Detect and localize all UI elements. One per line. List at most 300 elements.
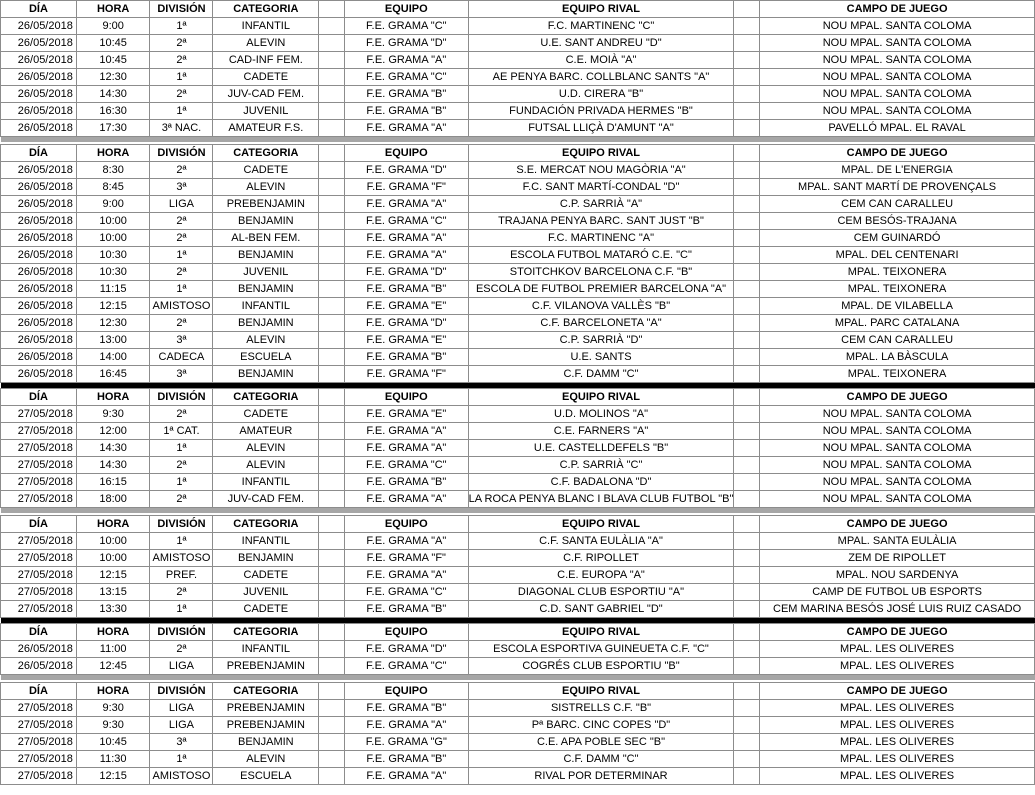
blank-a-cell xyxy=(319,264,345,281)
team-cell: F.E. GRAMA "C" xyxy=(344,69,468,86)
blank-b-cell xyxy=(734,69,760,86)
venue-cell: CEM GUINARDÓ xyxy=(760,230,1035,247)
date-cell: 27/05/2018 xyxy=(1,550,77,567)
rival-cell: C.F. SANTA EULÀLIA "A" xyxy=(468,533,734,550)
team-cell: F.E. GRAMA "D" xyxy=(344,315,468,332)
time-cell: 8:30 xyxy=(76,162,150,179)
venue-cell: MPAL. LES OLIVERES xyxy=(760,658,1035,675)
time-cell: 12:00 xyxy=(76,423,150,440)
blank-b-cell xyxy=(734,491,760,508)
venue-cell: MPAL. TEIXONERA xyxy=(760,366,1035,383)
header-equipo-rival: EQUIPO RIVAL xyxy=(468,516,734,533)
team-cell: F.E. GRAMA "A" xyxy=(344,196,468,213)
rival-cell: STOITCHKOV BARCELONA C.F. "B" xyxy=(468,264,734,281)
blank-b-cell xyxy=(734,103,760,120)
team-cell: F.E. GRAMA "E" xyxy=(344,298,468,315)
date-cell: 27/05/2018 xyxy=(1,406,77,423)
category-cell: CAD-INF FEM. xyxy=(213,52,319,69)
date-cell: 27/05/2018 xyxy=(1,474,77,491)
table-row xyxy=(1,601,1035,618)
header-categoria: CATEGORIA xyxy=(213,145,319,162)
division-cell: LIGA xyxy=(150,717,213,734)
table-row xyxy=(1,474,1035,491)
blank-b-cell xyxy=(734,349,760,366)
category-cell: CADETE xyxy=(213,567,319,584)
rival-cell: U.D. CIRERA "B" xyxy=(468,86,734,103)
team-cell: F.E. GRAMA "G" xyxy=(344,734,468,751)
team-cell: F.E. GRAMA "A" xyxy=(344,247,468,264)
blank-a-cell xyxy=(319,550,345,567)
time-cell: 16:30 xyxy=(76,103,150,120)
table-row xyxy=(1,213,1035,230)
header-blank-b xyxy=(734,683,760,700)
table-row xyxy=(1,69,1035,86)
venue-cell: ZEM DE RIPOLLET xyxy=(760,550,1035,567)
blank-b-cell xyxy=(734,474,760,491)
header-categoria: CATEGORIA xyxy=(213,389,319,406)
rival-cell: C.P. SARRIÀ "A" xyxy=(468,196,734,213)
header-row xyxy=(1,389,1035,406)
date-cell: 26/05/2018 xyxy=(1,247,77,264)
date-cell: 26/05/2018 xyxy=(1,315,77,332)
table-row xyxy=(1,230,1035,247)
table-row xyxy=(1,751,1035,768)
venue-cell: CAMP DE FUTBOL UB ESPORTS xyxy=(760,584,1035,601)
time-cell: 11:00 xyxy=(76,641,150,658)
header-equipo-rival: EQUIPO RIVAL xyxy=(468,624,734,641)
date-cell: 27/05/2018 xyxy=(1,601,77,618)
venue-cell: CEM MARINA BESÓS JOSÉ LUIS RUIZ CASADO xyxy=(760,601,1035,618)
blank-b-cell xyxy=(734,550,760,567)
division-cell: 2ª xyxy=(150,52,213,69)
blank-b-cell xyxy=(734,247,760,264)
venue-cell: NOU MPAL. SANTA COLOMA xyxy=(760,35,1035,52)
header-campo-de-juego: CAMPO DE JUEGO xyxy=(760,1,1035,18)
date-cell: 26/05/2018 xyxy=(1,52,77,69)
venue-cell: NOU MPAL. SANTA COLOMA xyxy=(760,52,1035,69)
date-cell: 26/05/2018 xyxy=(1,332,77,349)
table-row xyxy=(1,768,1035,785)
venue-cell: MPAL. TEIXONERA xyxy=(760,264,1035,281)
venue-cell: MPAL. NOU SARDENYA xyxy=(760,567,1035,584)
header-division: DIVISIÓN xyxy=(150,516,213,533)
table-row xyxy=(1,18,1035,35)
category-cell: BENJAMIN xyxy=(213,734,319,751)
blank-a-cell xyxy=(319,366,345,383)
rival-cell: FUTSAL LLIÇÀ D'AMUNT "A" xyxy=(468,120,734,137)
header-dia: DÍA xyxy=(1,145,77,162)
venue-cell: NOU MPAL. SANTA COLOMA xyxy=(760,406,1035,423)
blank-b-cell xyxy=(734,179,760,196)
header-equipo: EQUIPO xyxy=(344,1,468,18)
header-hora: HORA xyxy=(76,389,150,406)
blank-a-cell xyxy=(319,247,345,264)
venue-cell: MPAL. LES OLIVERES xyxy=(760,641,1035,658)
date-cell: 26/05/2018 xyxy=(1,264,77,281)
blank-a-cell xyxy=(319,700,345,717)
time-cell: 14:30 xyxy=(76,457,150,474)
rival-cell: ESCOLA DE FUTBOL PREMIER BARCELONA "A" xyxy=(468,281,734,298)
division-cell: 3ª NAC. xyxy=(150,120,213,137)
rival-cell: U.E. CASTELLDEFELS "B" xyxy=(468,440,734,457)
category-cell: CADETE xyxy=(213,69,319,86)
time-cell: 16:15 xyxy=(76,474,150,491)
table-row xyxy=(1,406,1035,423)
time-cell: 9:30 xyxy=(76,717,150,734)
venue-cell: CEM CAN CARALLEU xyxy=(760,332,1035,349)
team-cell: F.E. GRAMA "A" xyxy=(344,717,468,734)
time-cell: 13:30 xyxy=(76,601,150,618)
blank-b-cell xyxy=(734,717,760,734)
date-cell: 26/05/2018 xyxy=(1,281,77,298)
blank-a-cell xyxy=(319,474,345,491)
category-cell: ESCUELA xyxy=(213,768,319,785)
division-cell: 1ª xyxy=(150,474,213,491)
category-cell: AMATEUR xyxy=(213,423,319,440)
rival-cell: SISTRELLS C.F. "B" xyxy=(468,700,734,717)
header-blank-a xyxy=(319,683,345,700)
header-campo-de-juego: CAMPO DE JUEGO xyxy=(760,516,1035,533)
date-cell: 27/05/2018 xyxy=(1,440,77,457)
blank-a-cell xyxy=(319,641,345,658)
table-row xyxy=(1,281,1035,298)
division-cell: LIGA xyxy=(150,700,213,717)
rival-cell: ESCOLA FUTBOL MATARÓ C.E. "C" xyxy=(468,247,734,264)
division-cell: 1ª xyxy=(150,601,213,618)
venue-cell: CEM BESÓS-TRAJANA xyxy=(760,213,1035,230)
category-cell: BENJAMIN xyxy=(213,550,319,567)
category-cell: BENJAMIN xyxy=(213,213,319,230)
rival-cell: C.F. DAMM "C" xyxy=(468,366,734,383)
division-cell: 2ª xyxy=(150,162,213,179)
team-cell: F.E. GRAMA "F" xyxy=(344,179,468,196)
blank-b-cell xyxy=(734,700,760,717)
rival-cell: U.E. SANTS xyxy=(468,349,734,366)
header-division: DIVISIÓN xyxy=(150,683,213,700)
venue-cell: NOU MPAL. SANTA COLOMA xyxy=(760,86,1035,103)
division-cell: 1ª CAT. xyxy=(150,423,213,440)
category-cell: JUVENIL xyxy=(213,584,319,601)
team-cell: F.E. GRAMA "F" xyxy=(344,366,468,383)
team-cell: F.E. GRAMA "B" xyxy=(344,474,468,491)
time-cell: 9:30 xyxy=(76,700,150,717)
category-cell: INFANTIL xyxy=(213,18,319,35)
time-cell: 10:45 xyxy=(76,52,150,69)
header-categoria: CATEGORIA xyxy=(213,624,319,641)
division-cell: 1ª xyxy=(150,247,213,264)
blank-a-cell xyxy=(319,533,345,550)
table-row xyxy=(1,641,1035,658)
header-equipo: EQUIPO xyxy=(344,389,468,406)
team-cell: F.E. GRAMA "D" xyxy=(344,162,468,179)
team-cell: F.E. GRAMA "A" xyxy=(344,120,468,137)
venue-cell: PAVELLÓ MPAL. EL RAVAL xyxy=(760,120,1035,137)
header-row xyxy=(1,145,1035,162)
time-cell: 12:30 xyxy=(76,315,150,332)
division-cell: AMISTOSO xyxy=(150,550,213,567)
team-cell: F.E. GRAMA "A" xyxy=(344,491,468,508)
time-cell: 11:15 xyxy=(76,281,150,298)
date-cell: 27/05/2018 xyxy=(1,584,77,601)
header-hora: HORA xyxy=(76,516,150,533)
category-cell: JUV-CAD FEM. xyxy=(213,86,319,103)
rival-cell: TRAJANA PENYA BARC. SANT JUST "B" xyxy=(468,213,734,230)
blank-a-cell xyxy=(319,120,345,137)
time-cell: 14:30 xyxy=(76,86,150,103)
team-cell: F.E. GRAMA "D" xyxy=(344,35,468,52)
category-cell: ALEVIN xyxy=(213,440,319,457)
venue-cell: NOU MPAL. SANTA COLOMA xyxy=(760,491,1035,508)
blank-b-cell xyxy=(734,533,760,550)
rival-cell: F.C. MARTINENC "C" xyxy=(468,18,734,35)
blank-b-cell xyxy=(734,658,760,675)
division-cell: 2ª xyxy=(150,230,213,247)
blank-b-cell xyxy=(734,213,760,230)
category-cell: CADETE xyxy=(213,162,319,179)
header-hora: HORA xyxy=(76,683,150,700)
time-cell: 10:00 xyxy=(76,213,150,230)
blank-a-cell xyxy=(319,457,345,474)
division-cell: LIGA xyxy=(150,658,213,675)
rival-cell: C.E. MOIÀ "A" xyxy=(468,52,734,69)
date-cell: 26/05/2018 xyxy=(1,641,77,658)
division-cell: 2ª xyxy=(150,315,213,332)
rival-cell: Pª BARC. CINC COPES "D" xyxy=(468,717,734,734)
blank-b-cell xyxy=(734,734,760,751)
table-row xyxy=(1,491,1035,508)
header-dia: DÍA xyxy=(1,516,77,533)
team-cell: F.E. GRAMA "D" xyxy=(344,641,468,658)
time-cell: 14:00 xyxy=(76,349,150,366)
team-cell: F.E. GRAMA "B" xyxy=(344,700,468,717)
blank-b-cell xyxy=(734,315,760,332)
rival-cell: C.F. VILANOVA VALLÈS "B" xyxy=(468,298,734,315)
header-division: DIVISIÓN xyxy=(150,145,213,162)
rival-cell: F.C. SANT MARTÍ-CONDAL "D" xyxy=(468,179,734,196)
category-cell: JUV-CAD FEM. xyxy=(213,491,319,508)
header-blank-b xyxy=(734,145,760,162)
table-row xyxy=(1,264,1035,281)
blank-b-cell xyxy=(734,423,760,440)
time-cell: 13:00 xyxy=(76,332,150,349)
blank-b-cell xyxy=(734,332,760,349)
header-equipo-rival: EQUIPO RIVAL xyxy=(468,145,734,162)
category-cell: PREBENJAMIN xyxy=(213,196,319,213)
blank-b-cell xyxy=(734,230,760,247)
header-blank-b xyxy=(734,624,760,641)
category-cell: AMATEUR F.S. xyxy=(213,120,319,137)
header-dia: DÍA xyxy=(1,1,77,18)
category-cell: ALEVIN xyxy=(213,751,319,768)
table-row xyxy=(1,700,1035,717)
header-division: DIVISIÓN xyxy=(150,624,213,641)
time-cell: 13:15 xyxy=(76,584,150,601)
header-blank-b xyxy=(734,1,760,18)
blank-a-cell xyxy=(319,584,345,601)
time-cell: 12:15 xyxy=(76,567,150,584)
division-cell: PREF. xyxy=(150,567,213,584)
division-cell: 1ª xyxy=(150,18,213,35)
team-cell: F.E. GRAMA "B" xyxy=(344,349,468,366)
header-equipo-rival: EQUIPO RIVAL xyxy=(468,683,734,700)
header-categoria: CATEGORIA xyxy=(213,516,319,533)
blank-a-cell xyxy=(319,717,345,734)
venue-cell: MPAL. PARC CATALANA xyxy=(760,315,1035,332)
blank-a-cell xyxy=(319,768,345,785)
blank-a-cell xyxy=(319,86,345,103)
time-cell: 9:30 xyxy=(76,406,150,423)
header-hora: HORA xyxy=(76,624,150,641)
time-cell: 10:00 xyxy=(76,230,150,247)
blank-a-cell xyxy=(319,406,345,423)
table-row xyxy=(1,162,1035,179)
category-cell: PREBENJAMIN xyxy=(213,658,319,675)
header-row xyxy=(1,683,1035,700)
rival-cell: RIVAL POR DETERMINAR xyxy=(468,768,734,785)
date-cell: 26/05/2018 xyxy=(1,18,77,35)
rival-cell: U.D. MOLINOS "A" xyxy=(468,406,734,423)
team-cell: F.E. GRAMA "B" xyxy=(344,751,468,768)
header-campo-de-juego: CAMPO DE JUEGO xyxy=(760,624,1035,641)
venue-cell: NOU MPAL. SANTA COLOMA xyxy=(760,440,1035,457)
venue-cell: MPAL. LES OLIVERES xyxy=(760,717,1035,734)
team-cell: F.E. GRAMA "C" xyxy=(344,658,468,675)
blank-b-cell xyxy=(734,86,760,103)
table-row xyxy=(1,52,1035,69)
header-campo-de-juego: CAMPO DE JUEGO xyxy=(760,145,1035,162)
category-cell: PREBENJAMIN xyxy=(213,717,319,734)
division-cell: 1ª xyxy=(150,533,213,550)
blank-a-cell xyxy=(319,69,345,86)
header-division: DIVISIÓN xyxy=(150,389,213,406)
rival-cell: LA ROCA PENYA BLANC I BLAVA CLUB FUTBOL "B" xyxy=(468,491,734,508)
blank-b-cell xyxy=(734,18,760,35)
rival-cell: C.F. DAMM "C" xyxy=(468,751,734,768)
team-cell: F.E. GRAMA "D" xyxy=(344,264,468,281)
header-row xyxy=(1,516,1035,533)
header-equipo: EQUIPO xyxy=(344,145,468,162)
team-cell: F.E. GRAMA "A" xyxy=(344,533,468,550)
time-cell: 11:30 xyxy=(76,751,150,768)
blank-a-cell xyxy=(319,196,345,213)
category-cell: BENJAMIN xyxy=(213,281,319,298)
header-equipo: EQUIPO xyxy=(344,516,468,533)
rival-cell: AE PENYA BARC. COLLBLANC SANTS "A" xyxy=(468,69,734,86)
time-cell: 10:30 xyxy=(76,247,150,264)
blank-b-cell xyxy=(734,641,760,658)
category-cell: ALEVIN xyxy=(213,457,319,474)
blank-a-cell xyxy=(319,440,345,457)
category-cell: ALEVIN xyxy=(213,332,319,349)
venue-cell: MPAL. DE VILABELLA xyxy=(760,298,1035,315)
venue-cell: NOU MPAL. SANTA COLOMA xyxy=(760,423,1035,440)
team-cell: F.E. GRAMA "B" xyxy=(344,103,468,120)
category-cell: JUVENIL xyxy=(213,264,319,281)
header-categoria: CATEGORIA xyxy=(213,1,319,18)
team-cell: F.E. GRAMA "A" xyxy=(344,440,468,457)
table-row xyxy=(1,86,1035,103)
blank-a-cell xyxy=(319,18,345,35)
blank-b-cell xyxy=(734,584,760,601)
table-row xyxy=(1,658,1035,675)
header-categoria: CATEGORIA xyxy=(213,683,319,700)
header-dia: DÍA xyxy=(1,389,77,406)
venue-cell: MPAL. DE L'ENERGIA xyxy=(760,162,1035,179)
blank-b-cell xyxy=(734,406,760,423)
blank-a-cell xyxy=(319,658,345,675)
blank-a-cell xyxy=(319,230,345,247)
division-cell: 2ª xyxy=(150,457,213,474)
header-equipo: EQUIPO xyxy=(344,624,468,641)
venue-cell: MPAL. SANT MARTÍ DE PROVENÇALS xyxy=(760,179,1035,196)
team-cell: F.E. GRAMA "A" xyxy=(344,567,468,584)
table-row xyxy=(1,196,1035,213)
venue-cell: NOU MPAL. SANTA COLOMA xyxy=(760,69,1035,86)
blank-b-cell xyxy=(734,35,760,52)
blank-a-cell xyxy=(319,298,345,315)
time-cell: 14:30 xyxy=(76,440,150,457)
venue-cell: NOU MPAL. SANTA COLOMA xyxy=(760,18,1035,35)
division-cell: 2ª xyxy=(150,264,213,281)
table-row xyxy=(1,179,1035,196)
time-cell: 17:30 xyxy=(76,120,150,137)
time-cell: 12:15 xyxy=(76,768,150,785)
category-cell: ALEVIN xyxy=(213,35,319,52)
division-cell: 1ª xyxy=(150,69,213,86)
date-cell: 26/05/2018 xyxy=(1,298,77,315)
date-cell: 26/05/2018 xyxy=(1,120,77,137)
rival-cell: ESCOLA ESPORTIVA GUINEUETA C.F. "C" xyxy=(468,641,734,658)
team-cell: F.E. GRAMA "E" xyxy=(344,406,468,423)
blank-b-cell xyxy=(734,601,760,618)
venue-cell: MPAL. LES OLIVERES xyxy=(760,768,1035,785)
blank-a-cell xyxy=(319,567,345,584)
rival-cell: F.C. MARTINENC "A" xyxy=(468,230,734,247)
category-cell: INFANTIL xyxy=(213,641,319,658)
rival-cell: C.D. SANT GABRIEL "D" xyxy=(468,601,734,618)
rival-cell: C.P. SARRIÀ "C" xyxy=(468,457,734,474)
team-cell: F.E. GRAMA "B" xyxy=(344,281,468,298)
blank-a-cell xyxy=(319,281,345,298)
date-cell: 27/05/2018 xyxy=(1,457,77,474)
date-cell: 26/05/2018 xyxy=(1,69,77,86)
team-cell: F.E. GRAMA "F" xyxy=(344,550,468,567)
time-cell: 18:00 xyxy=(76,491,150,508)
header-blank-b xyxy=(734,516,760,533)
header-campo-de-juego: CAMPO DE JUEGO xyxy=(760,683,1035,700)
time-cell: 12:45 xyxy=(76,658,150,675)
team-cell: F.E. GRAMA "A" xyxy=(344,768,468,785)
table-row xyxy=(1,440,1035,457)
rival-cell: C.P. SARRIÀ "D" xyxy=(468,332,734,349)
blank-b-cell xyxy=(734,281,760,298)
blank-a-cell xyxy=(319,35,345,52)
header-row xyxy=(1,624,1035,641)
header-campo-de-juego: CAMPO DE JUEGO xyxy=(760,389,1035,406)
header-hora: HORA xyxy=(76,145,150,162)
division-cell: 2ª xyxy=(150,213,213,230)
blank-b-cell xyxy=(734,567,760,584)
table-row xyxy=(1,423,1035,440)
header-dia: DÍA xyxy=(1,624,77,641)
category-cell: BENJAMIN xyxy=(213,366,319,383)
division-cell: CADECA xyxy=(150,349,213,366)
division-cell: 2ª xyxy=(150,491,213,508)
table-row xyxy=(1,550,1035,567)
header-equipo: EQUIPO xyxy=(344,683,468,700)
table-row xyxy=(1,734,1035,751)
time-cell: 8:45 xyxy=(76,179,150,196)
